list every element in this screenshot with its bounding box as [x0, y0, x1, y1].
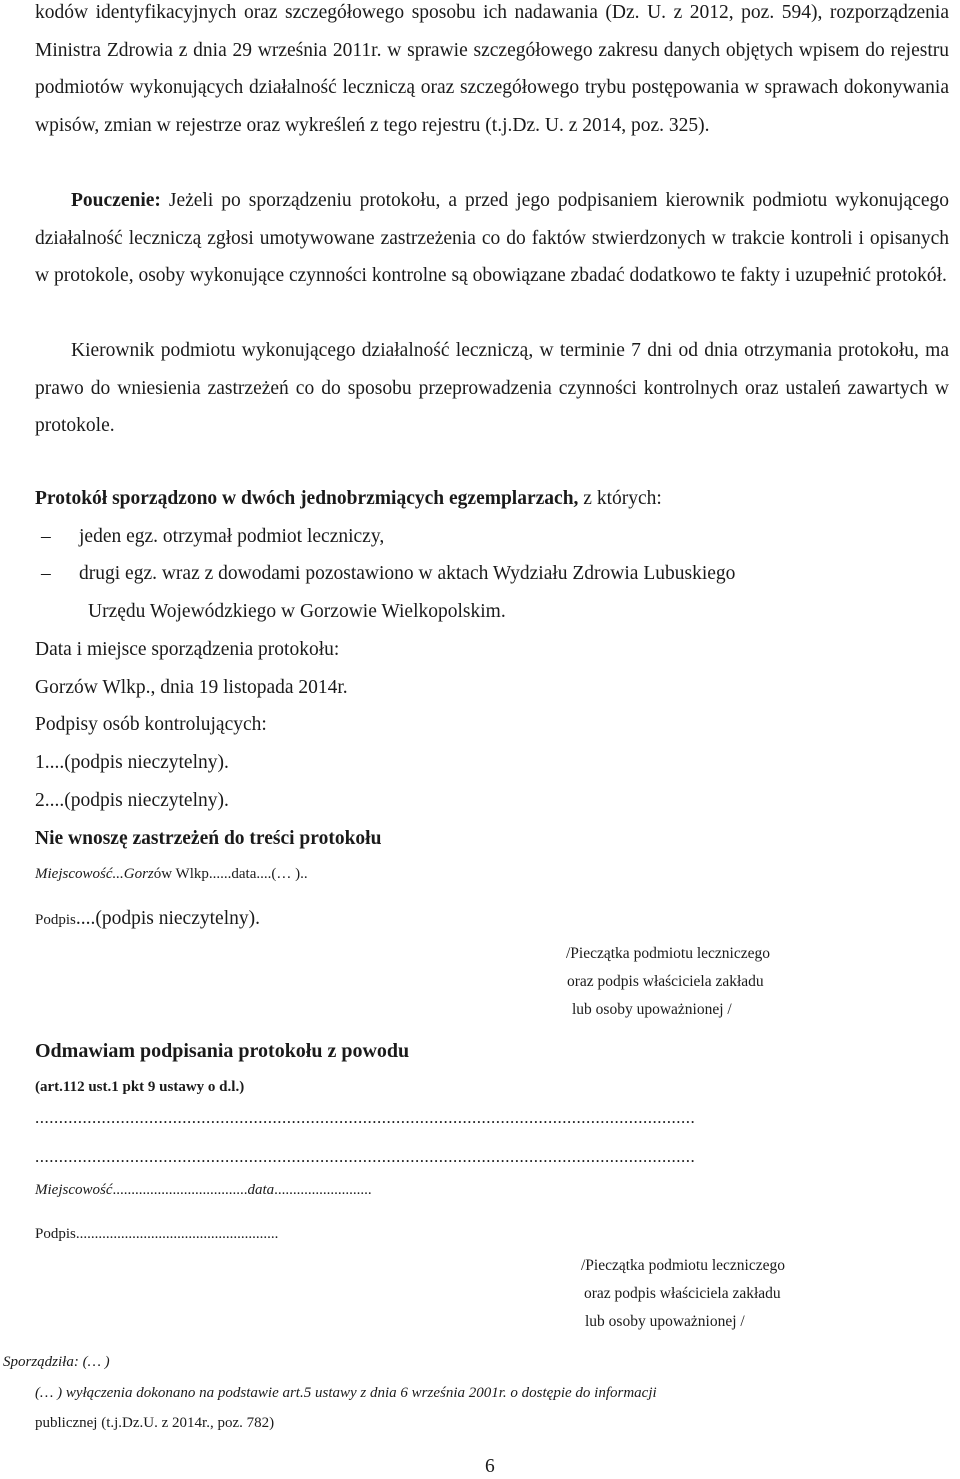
footnote-line-1: (… ) wyłączenia dokonano na podstawie art.5 ustawy z dnia 6 września 2001r. o dostępie do informacji [35, 1385, 657, 1401]
prepared-by: Sporządziła: (… ) [3, 1354, 110, 1370]
refusal-basis: (art.112 ust.1 pkt 9 ustawy o d.l.) [35, 1079, 245, 1095]
refusal-heading: Odmawiam podpisania protokołu z powodu [35, 1040, 410, 1062]
copies-heading [35, 488, 662, 510]
stamp-block-2 [581, 1252, 785, 1336]
page-number: 6 [485, 1456, 495, 1477]
podpis-1-label: Podpis [35, 912, 76, 928]
copies-heading-bold: Protokół sporządzono w dwóch jednobrzmiących egzemplarzach, [35, 488, 579, 509]
place-line-1-italic: Miejscowość...Gorz [35, 866, 154, 882]
stamp-1-line-2: oraz podpis właściciela zakładu [567, 973, 764, 990]
place-line-1 [35, 866, 308, 883]
signature-2: 2....(podpis nieczytelny). [35, 790, 229, 811]
stamp-1-line-3: lub osoby upoważnionej / [572, 1001, 732, 1018]
kierownik-paragraph: Kierownik podmiotu wykonującego działalność leczniczą, w terminie 7 dni od dnia otrzymania protokołu, ma prawo do wniesienia zastrzeżeń co do sposobu przeprowadzenia czynności kontrolnych oraz ustaleń zawartych w protokole. [35, 340, 949, 436]
dotted-line-2: ........................................................................................................................................... [35, 1147, 696, 1166]
place-line-2 [35, 1182, 372, 1199]
place-line-2-dots-2: .......................... [274, 1182, 372, 1198]
copies-item-1 [35, 526, 384, 548]
pouczenie-label: Pouczenie: [71, 190, 161, 211]
pouczenie-text: Jeżeli po sporządzeniu protokołu, a przed jego podpisaniem kierownik podmiotu wykonującego działalność leczniczą zgłosi umotywowane zastrzeżenia co do faktów stwierdzonych w trakcie kontroli i opisanych w protokole, osoby wykonujące czynności kontrolne są obowiązane zbadać dodatkowo te fakty i uzupełnić protokół. [35, 190, 949, 286]
place-line-2-label: Miejscowość [35, 1182, 113, 1198]
stamp-2-line-2: oraz podpis właściciela zakładu [584, 1285, 781, 1302]
podpis-1-text: ....(podpis nieczytelny). [75, 908, 260, 929]
pouczenie-paragraph [35, 182, 949, 295]
footnote-line-2: publicznej (t.j.Dz.U. z 2014r., poz. 782) [35, 1415, 275, 1431]
stamp-1-line-1: /Pieczątka podmiotu leczniczego [566, 945, 770, 962]
dash-bullet: – [41, 563, 51, 584]
dash-bullet: – [41, 526, 51, 547]
copies-item-2-text: drugi egz. wraz z dowodami pozostawiono w aktach Wydziału Zdrowia Lubuskiego [79, 563, 736, 584]
no-objections-heading: Nie wnoszę zastrzeżeń do treści protokołu [35, 828, 382, 849]
copies-item-2-continuation: Urzędu Wojewódzkiego w Gorzowie Wielkopolskim. [88, 601, 506, 622]
signature-1: 1....(podpis nieczytelny). [35, 752, 229, 773]
stamp-2-line-1: /Pieczątka podmiotu leczniczego [581, 1257, 785, 1274]
podpis-line-1 [35, 908, 260, 930]
podpis-2-dots: ...................................................... [75, 1226, 279, 1242]
copies-item-2 [35, 563, 735, 585]
podpis-2-label: Podpis [35, 1226, 76, 1242]
stamp-2-line-3: lub osoby upoważnionej / [585, 1313, 745, 1330]
date-value: Gorzów Wlkp., dnia 19 listopada 2014r. [35, 677, 348, 698]
copies-heading-rest: z których: [578, 488, 662, 509]
stamp-block-1 [566, 940, 770, 1024]
dotted-line-1: ........................................................................................................................................... [35, 1108, 696, 1127]
place-line-2-dots: .................................... [112, 1182, 248, 1198]
place-line-2-data-label: data [247, 1182, 275, 1198]
legal-basis-paragraph: kodów identyfikacyjnych oraz szczegółowego sposobu ich nadawania (Dz. U. z 2012, poz. 594), rozporządzenia Ministra Zdrowia z dnia 29 września 2011r. w sprawie szczegółowego zakresu danych objętych wpisem do rejestru podmiotów wykonujących działalność leczniczą oraz szczegółowego trybu postępowania w sprawach dokonywania wpisów, zmian w rejestrze oraz wykreśleń z tego rejestru (t.j.Dz. U. z 2014, poz. 325). [35, 2, 949, 136]
place-line-1-rest: ów Wlkp......data....(… ).. [153, 866, 308, 882]
copies-item-1-text: jeden egz. otrzymał podmiot leczniczy, [79, 526, 385, 547]
signatures-label: Podpisy osób kontrolujących: [35, 714, 267, 735]
date-label: Data i miejsce sporządzenia protokołu: [35, 639, 340, 660]
podpis-line-2 [35, 1226, 278, 1243]
